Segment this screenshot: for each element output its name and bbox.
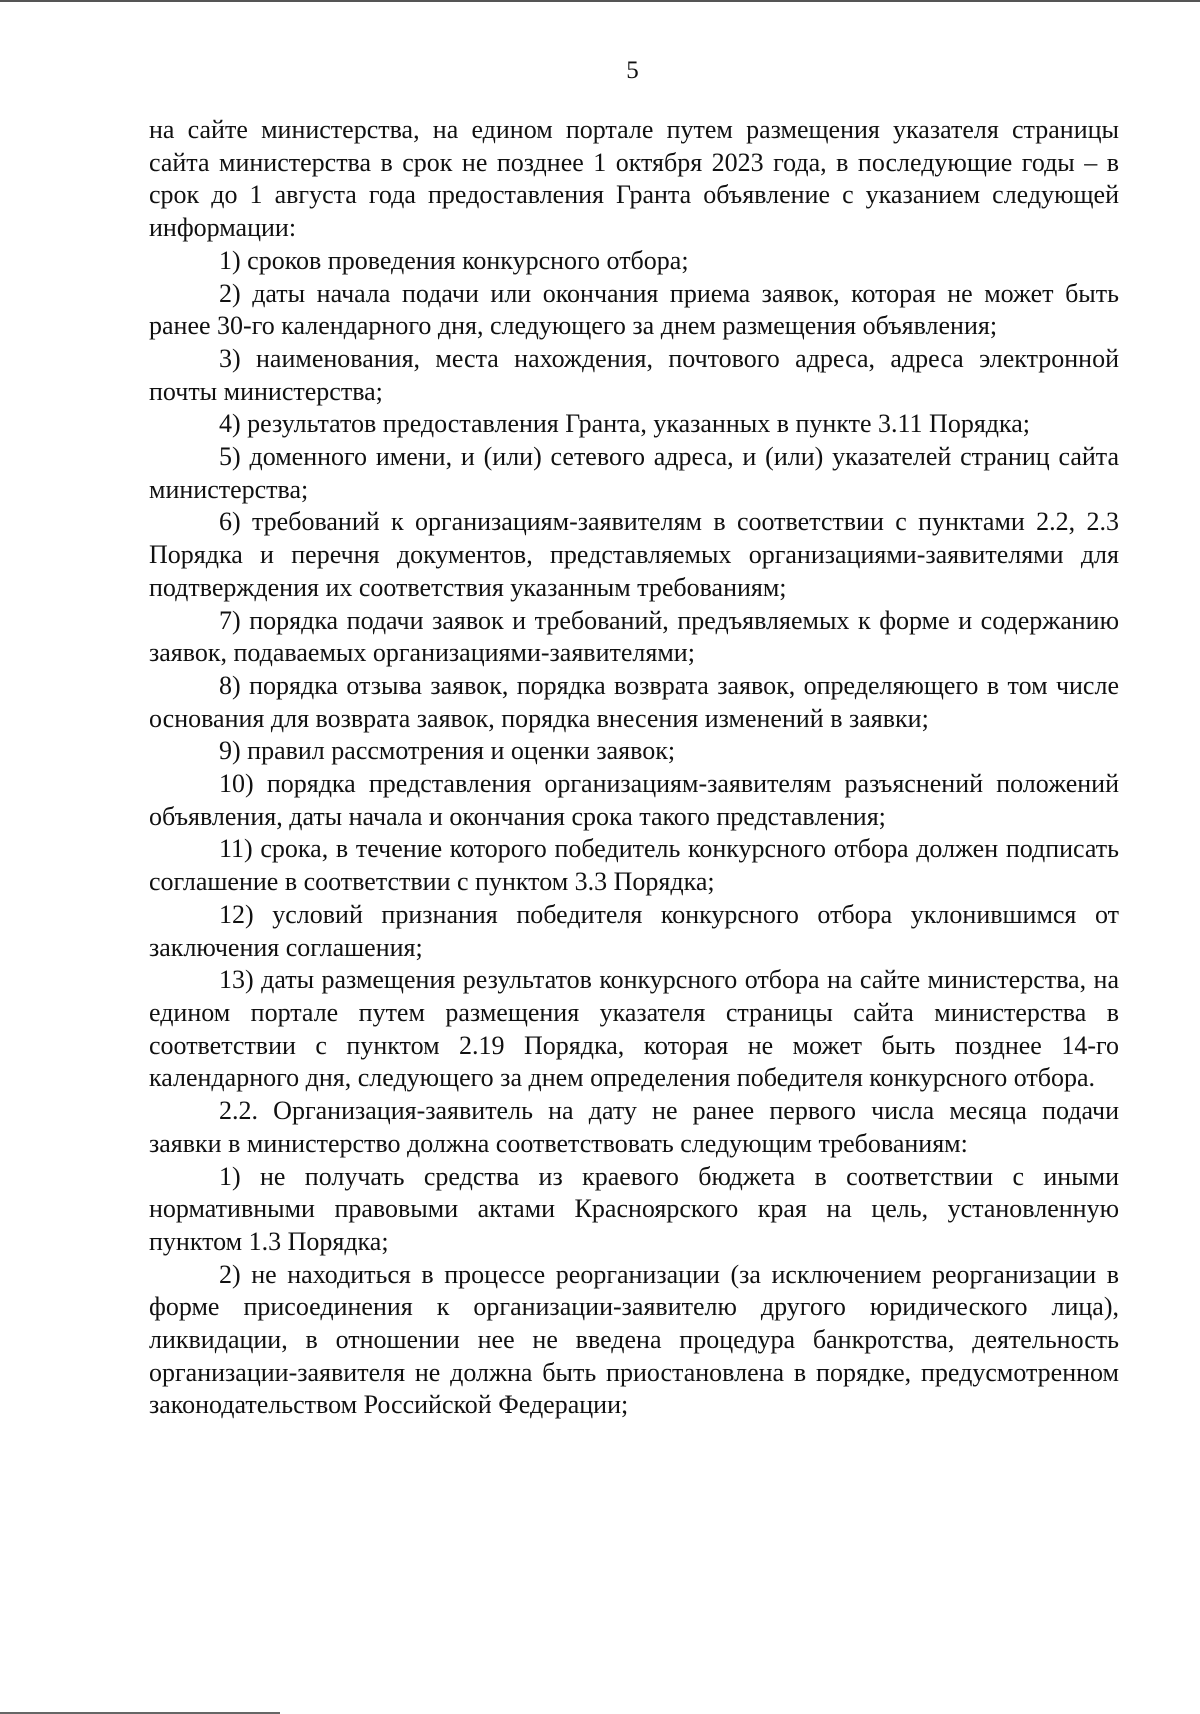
list-item-9: 9) правил рассмотрения и оценки заявок; [219, 736, 676, 766]
list-item-4: 4) результатов предоставления Гранта, указанных в пункте 3.11 Порядка; [219, 409, 1031, 439]
list-item-8: 8) порядка отзыва заявок, порядка возврата заявок, определяющего в том числе основания для возврата заявок, порядка внесения изменений в заявки; [149, 670, 1119, 733]
scan-top-edge-line [0, 0, 1200, 2]
list-item-7: 7) порядка подачи заявок и требований, предъявляемых к форме и содержанию заявок, подаваемых организациями-заявителями; [149, 605, 1119, 668]
page-number: 5 [626, 57, 639, 84]
list-item-13: 13) даты размещения результатов конкурсного отбора на сайте министерства, на едином портале путем размещения указателя страницы сайта министерства в соответствии с пунктом 2.19 Порядка, которая не может быть позднее 14-го календарного дня, следующего за днем определения победителя конкурсного отбора. [149, 965, 1119, 1093]
list-item-11: 11) срока, в течение которого победитель конкурсного отбора должен подписать соглашение в соответствии с пунктом 3.3 Порядка; [149, 834, 1119, 897]
list-item-12: 12) условий признания победителя конкурсного отбора уклонившимся от заключения соглашения; [149, 899, 1119, 962]
list-item-1: 1) сроков проведения конкурсного отбора; [219, 245, 689, 275]
section-2-2-heading-paragraph: 2.2. Организация-заявитель на дату не ранее первого числа месяца подачи заявки в министерство должна соответствовать следующим требованиям: [149, 1096, 1119, 1158]
requirement-item-2: 2) не находиться в процессе реорганизации (за исключением реорганизации в форме присоединения к организации-заявителю другого юридического лица), ликвидации, в отношении нее не введена процедура банкротства, деятельность организации-заявителя не должна быть приостановлена в порядке, предусмотренном законодательством Российской Федерации; [149, 1259, 1119, 1420]
list-item-5: 5) доменного имени, и (или) сетевого адреса, и (или) указателей страниц сайта министерства; [149, 442, 1119, 504]
list-item-6: 6) требований к организациям-заявителям в соответствии с пунктами 2.2, 2.3 Порядка и перечня документов, представляемых организациями-заявителями для подтверждения их соответствия указанным требованиям; [149, 507, 1119, 602]
list-item-3: 3) наименования, места нахождения, почтового адреса, адреса электронной почты министерства; [149, 343, 1119, 406]
paragraph-continuation: на сайте министерства, на едином портале путем размещения указателя страницы сайта министерства в срок не позднее 1 октября 2023 года, в последующие годы – в срок до 1 августа года предоставления Гранта объявление с указанием следующей информации: [149, 115, 1119, 243]
list-item-10: 10) порядка представления организациям-заявителям разъяснений положений объявления, даты начала и окончания срока такого представления; [149, 769, 1119, 831]
requirement-item-1: 1) не получать средства из краевого бюджета в соответствии с иными нормативными правовыми актами Красноярского края на цель, установленную пунктом 1.3 Порядка; [149, 1161, 1119, 1256]
document-body [149, 114, 1119, 1422]
list-item-2: 2) даты начала подачи или окончания приема заявок, которая не может быть ранее 30-го календарного дня, следующего за днем размещения объявления; [149, 278, 1119, 341]
